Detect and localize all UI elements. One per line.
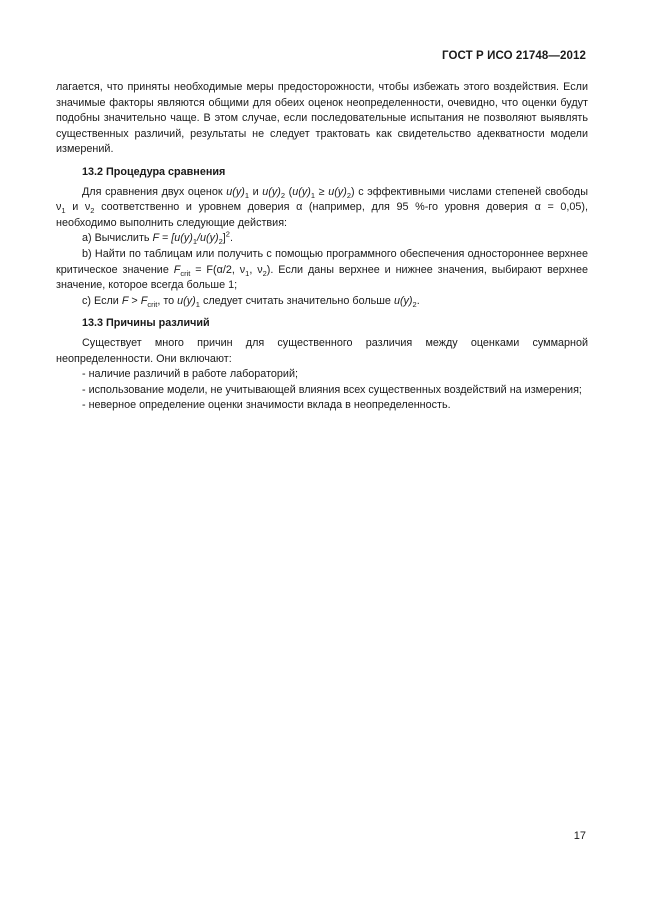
step-c: c) Если $F > F_{crit}$, то $u(y)_1$ следует считать значительно больше $u(y)_2$. [82,294,420,309]
differences-intro-paragraph: Существует много причин для существенного различия между оценками суммарной неопределенности. Они включают: [56,336,588,365]
list-item: - наличие различий в работе лабораторий; [82,368,298,381]
step-b: b) Найти по таблицам или получить с помощью программного обеспечения одностороннее верхнее критическое значение $F_{crit} = F(\alpha/2$, $\nu_1$, $\nu_2$). Если даны верхнее и нижнее значения, выбирают верхнее значение, которое всегда больше 1; [56,247,589,292]
list-item: - неверное определение оценки значимости вклада в неопределенность. [82,399,451,412]
page-content [56,80,588,414]
page-number: 17 [573,830,586,842]
section-13-2-heading: 13.2 Процедура сравнения [82,165,226,178]
step-a: a) Вычислить $F = [u(y)_1/u(y)_2]^2$. [82,229,233,247]
standard-header: ГОСТ Р ИСО 21748—2012 [441,50,586,62]
comparison-intro-paragraph: Для сравнения двух оценок $u(y)_1$ и $u(y)_2$ $(u(y)_1 \ge u(y)_2)$ с эффективными числами степеней свободы $\nu_1$ и $\nu_2$ соответственно и уровнем доверия α (например, для 95 %-го уровня доверия α = 0,05), необходимо выполнить следующие действия: [56,185,589,229]
intro-paragraph: лагается, что приняты необходимые меры предосторожности, чтобы избежать этого воздействия. Если значимые факторы являются общими для обеих оценок неопределенности, очевидно, что оценки будут подобны значительно чаще. В этом случае, если последовательные испытания не позволяют выявлять существенных различий, результаты не следует трактовать как свидетельство адекватности модели измерений. [56,81,588,156]
list-item: - использование модели, не учитывающей влияния всех существенных воздействий на измерения; [82,383,582,396]
section-13-3-heading: 13.3 Причины различий [82,317,210,330]
